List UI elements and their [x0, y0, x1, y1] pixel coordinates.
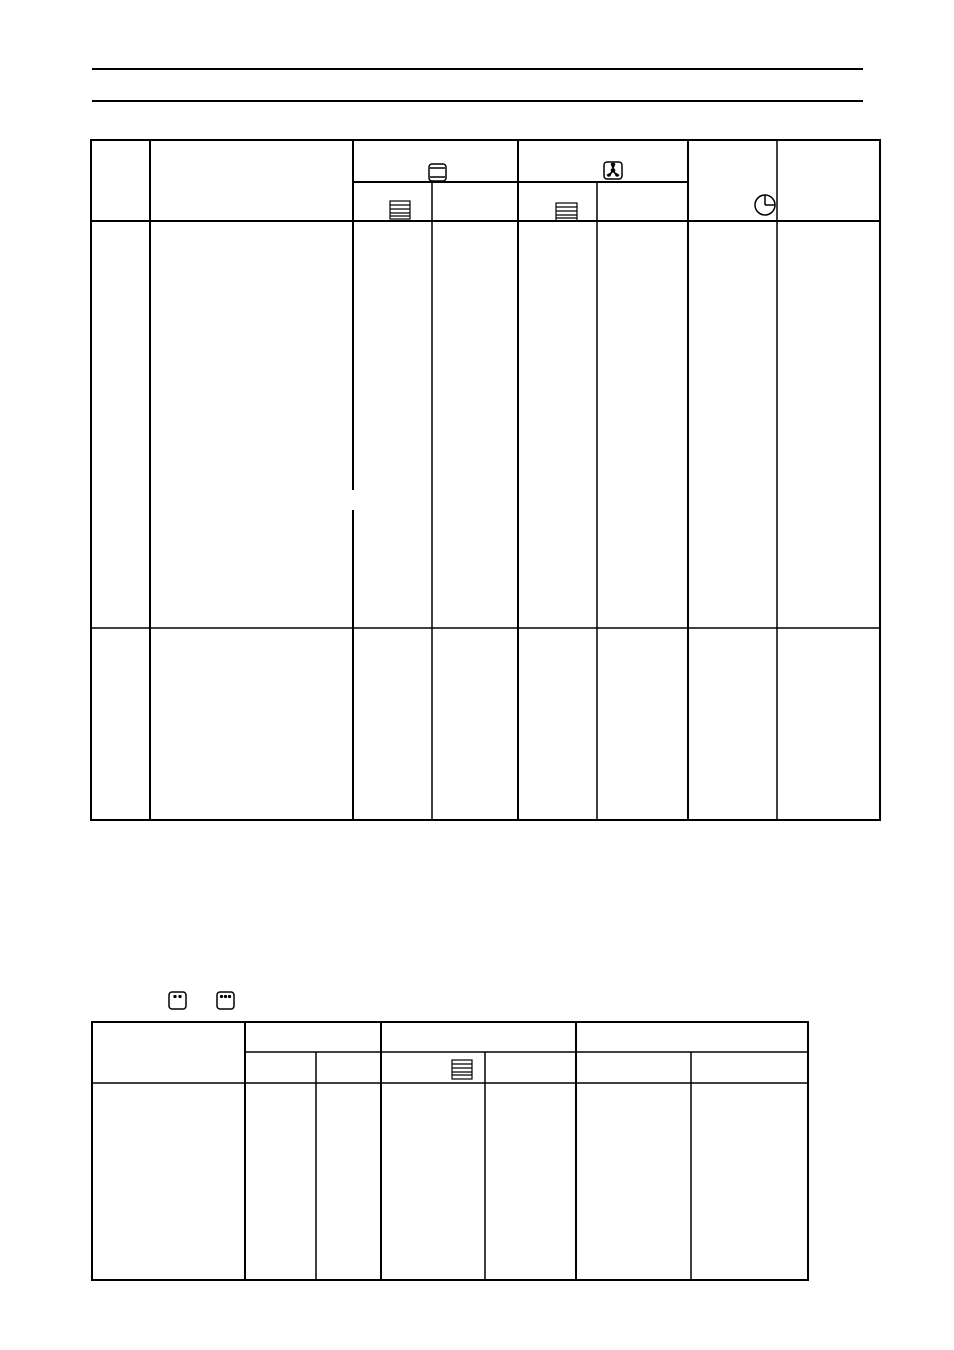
shelf-level-icon: [452, 1060, 472, 1079]
oven-two-dots-icon: [169, 992, 186, 1009]
secondary-table-border: [92, 1022, 808, 1280]
oven-three-dots-icon: [217, 992, 234, 1009]
